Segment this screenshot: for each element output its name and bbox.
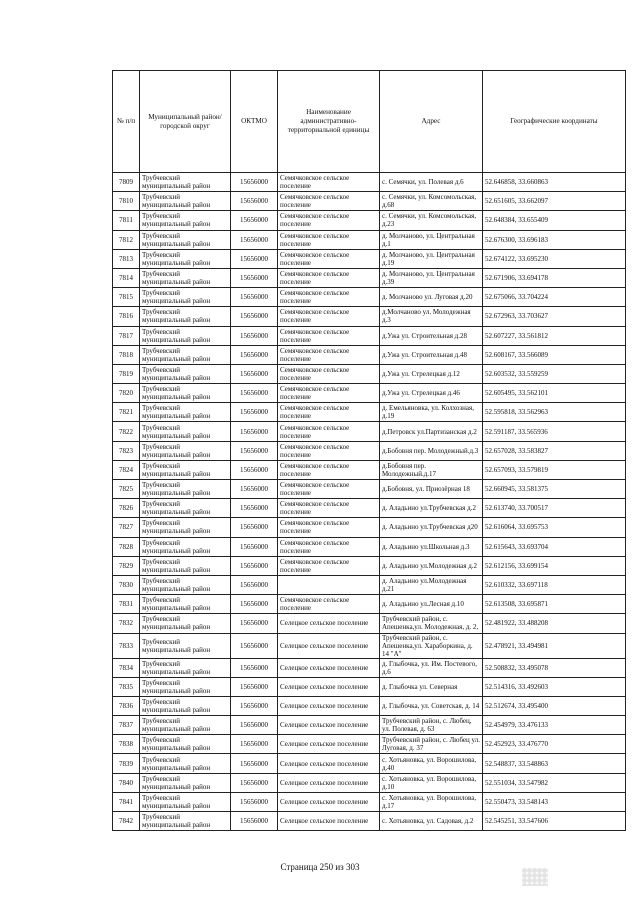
table-row bbox=[113, 345, 626, 364]
row-settlement: Семячковское сельское поселение bbox=[278, 268, 380, 287]
row-coords: 52.508832, 33.495078 bbox=[483, 658, 626, 677]
row-oktmo: 15656000 bbox=[231, 384, 278, 403]
row-oktmo: 15656000 bbox=[231, 792, 278, 811]
row-number: 7840 bbox=[113, 773, 140, 792]
row-address: д.Ужа ул. Стрелецкая д.46 bbox=[380, 384, 483, 403]
row-district: Трубчевский муниципальный район bbox=[140, 422, 231, 441]
row-settlement: Семячковское сельское поселение bbox=[278, 307, 380, 326]
row-oktmo: 15656000 bbox=[231, 460, 278, 479]
addresses-table bbox=[112, 70, 626, 831]
row-coords: 52.548837, 33.548863 bbox=[483, 754, 626, 773]
row-coords: 52.591187, 33.565936 bbox=[483, 422, 626, 441]
table-row bbox=[113, 754, 626, 773]
table-row bbox=[113, 614, 626, 633]
row-address: с. Хотьяновка, ул. Ворошилова, д.40 bbox=[380, 754, 483, 773]
row-settlement: Семячковское сельское поселение bbox=[278, 480, 380, 499]
row-number: 7838 bbox=[113, 735, 140, 754]
row-number: 7834 bbox=[113, 658, 140, 677]
table-row bbox=[113, 716, 626, 735]
row-coords: 52.651605, 33.662097 bbox=[483, 192, 626, 211]
row-settlement: Семячковское сельское поселение bbox=[278, 422, 380, 441]
row-coords: 52.616064, 33.695753 bbox=[483, 518, 626, 537]
row-address: Трубчевский район, с. Апешенка,ул. Хараборкина, д. 14 "А" bbox=[380, 633, 483, 658]
row-settlement: Семячковское сельское поселение bbox=[278, 345, 380, 364]
row-address: д. Молчаново, ул. Центральная д.19 bbox=[380, 249, 483, 268]
row-address: д.Бобовня пер. Молодежный.д.17 bbox=[380, 460, 483, 479]
row-district: Трубчевский муниципальный район bbox=[140, 230, 231, 249]
row-coords: 52.615643, 33.693704 bbox=[483, 537, 626, 556]
table-row bbox=[113, 480, 626, 499]
row-oktmo: 15656000 bbox=[231, 345, 278, 364]
row-number: 7813 bbox=[113, 249, 140, 268]
row-address: д.Бобовня пер. Молодежный.д.3 bbox=[380, 441, 483, 460]
row-oktmo: 15656000 bbox=[231, 249, 278, 268]
row-settlement: Семячковское сельское поселение bbox=[278, 499, 380, 518]
row-district: Трубчевский муниципальный район bbox=[140, 364, 231, 383]
row-oktmo: 15656000 bbox=[231, 268, 278, 287]
table-row bbox=[113, 268, 626, 287]
row-settlement: Селецкое сельское поселение bbox=[278, 754, 380, 773]
row-district: Трубчевский муниципальный район bbox=[140, 556, 231, 575]
row-number: 7835 bbox=[113, 677, 140, 696]
row-coords: 52.675066, 33.704224 bbox=[483, 288, 626, 307]
row-settlement: Семячковское сельское поселение bbox=[278, 173, 380, 192]
row-district: Трубчевский муниципальный район bbox=[140, 537, 231, 556]
row-oktmo: 15656000 bbox=[231, 326, 278, 345]
row-address: д.Ужа ул. Стрелецкая д.12 bbox=[380, 364, 483, 383]
table-row bbox=[113, 735, 626, 754]
row-oktmo: 15656000 bbox=[231, 288, 278, 307]
row-address: д.Ужа ул. Строительная д.28 bbox=[380, 326, 483, 345]
row-coords: 52.545251, 33.547606 bbox=[483, 812, 626, 831]
row-district: Трубчевский муниципальный район bbox=[140, 518, 231, 537]
row-number: 7829 bbox=[113, 556, 140, 575]
row-address: Трубчевский район, с. Апешенка,ул. Молодежная, д. 2, bbox=[380, 614, 483, 633]
row-settlement: Семячковское сельское поселение bbox=[278, 288, 380, 307]
table-row bbox=[113, 677, 626, 696]
row-number: 7826 bbox=[113, 499, 140, 518]
row-district: Трубчевский муниципальный район bbox=[140, 633, 231, 658]
row-address: с. Семячки, ул. Комсомольская, д.23 bbox=[380, 211, 483, 230]
row-address: д.Петровск ул.Партизанская д.2 bbox=[380, 422, 483, 441]
row-address: д. Аладьино ул.Трубчевская д.2 bbox=[380, 499, 483, 518]
row-settlement: Семячковское сельское поселение bbox=[278, 230, 380, 249]
row-oktmo: 15656000 bbox=[231, 812, 278, 831]
row-settlement: Селецкое сельское поселение bbox=[278, 658, 380, 677]
row-coords: 52.595818, 33.562963 bbox=[483, 403, 626, 422]
header-coords: Географические координаты bbox=[483, 71, 626, 173]
row-settlement: Семячковское сельское поселение bbox=[278, 249, 380, 268]
row-district: Трубчевский муниципальный район bbox=[140, 658, 231, 677]
row-coords: 52.676300, 33.696183 bbox=[483, 230, 626, 249]
table-row bbox=[113, 403, 626, 422]
row-number: 7810 bbox=[113, 192, 140, 211]
table-row bbox=[113, 595, 626, 614]
row-district: Трубчевский муниципальный район bbox=[140, 499, 231, 518]
row-settlement: Селецкое сельское поселение bbox=[278, 696, 380, 715]
row-district: Трубчевский муниципальный район bbox=[140, 460, 231, 479]
row-district: Трубчевский муниципальный район bbox=[140, 268, 231, 287]
row-oktmo: 15656000 bbox=[231, 595, 278, 614]
row-coords: 52.613508, 33.695871 bbox=[483, 595, 626, 614]
row-settlement: Семячковское сельское поселение bbox=[278, 192, 380, 211]
table-row bbox=[113, 326, 626, 345]
table-row bbox=[113, 773, 626, 792]
row-settlement: Селецкое сельское поселение bbox=[278, 614, 380, 633]
table-row bbox=[113, 556, 626, 575]
row-district: Трубчевский муниципальный район bbox=[140, 441, 231, 460]
row-district: Трубчевский муниципальный район bbox=[140, 211, 231, 230]
row-oktmo: 15656000 bbox=[231, 754, 278, 773]
table-row bbox=[113, 173, 626, 192]
row-number: 7842 bbox=[113, 812, 140, 831]
row-district: Трубчевский муниципальный район bbox=[140, 696, 231, 715]
row-district: Трубчевский муниципальный район bbox=[140, 716, 231, 735]
row-oktmo: 15656000 bbox=[231, 575, 278, 594]
row-settlement: Селецкое сельское поселение bbox=[278, 677, 380, 696]
row-settlement: Селецкое сельское поселение bbox=[278, 633, 380, 658]
row-coords: 52.646858, 33.660863 bbox=[483, 173, 626, 192]
row-settlement: Семячковское сельское поселение bbox=[278, 384, 380, 403]
row-address: д. Аладьино ул.Молодежная д.2 bbox=[380, 556, 483, 575]
row-number: 7816 bbox=[113, 307, 140, 326]
row-oktmo: 15656000 bbox=[231, 441, 278, 460]
row-district: Трубчевский муниципальный район bbox=[140, 792, 231, 811]
row-coords: 52.657028, 33.583827 bbox=[483, 441, 626, 460]
row-number: 7836 bbox=[113, 696, 140, 715]
row-number: 7822 bbox=[113, 422, 140, 441]
row-settlement: Семячковское сельское поселение bbox=[278, 326, 380, 345]
table-row bbox=[113, 658, 626, 677]
row-number: 7839 bbox=[113, 754, 140, 773]
row-number: 7814 bbox=[113, 268, 140, 287]
table-row bbox=[113, 307, 626, 326]
row-oktmo: 15656000 bbox=[231, 480, 278, 499]
header-oktmo: ОКТМО bbox=[231, 71, 278, 173]
row-address: Трубчевский район, с. Любец, ул. Полевая, д. 63 bbox=[380, 716, 483, 735]
row-settlement: Семячковское сельское поселение bbox=[278, 403, 380, 422]
row-oktmo: 15656000 bbox=[231, 173, 278, 192]
table-row bbox=[113, 812, 626, 831]
row-oktmo: 15656000 bbox=[231, 307, 278, 326]
row-coords: 52.607227, 33.561812 bbox=[483, 326, 626, 345]
row-district: Трубчевский муниципальный район bbox=[140, 288, 231, 307]
row-address: д. Глыбочка ул. Северная bbox=[380, 677, 483, 696]
row-address: д. Аладьино ул.Молодежная д.21 bbox=[380, 575, 483, 594]
header-district: Муниципальный район/городской округ bbox=[140, 71, 231, 173]
row-oktmo: 15656000 bbox=[231, 192, 278, 211]
row-district: Трубчевский муниципальный район bbox=[140, 307, 231, 326]
row-number: 7811 bbox=[113, 211, 140, 230]
row-number: 7828 bbox=[113, 537, 140, 556]
row-number: 7827 bbox=[113, 518, 140, 537]
row-address: с. Хотьяновка, ул. Ворошилова, д.17 bbox=[380, 792, 483, 811]
row-number: 7818 bbox=[113, 345, 140, 364]
row-address: д. Молчаново, ул. Центральная д.39 bbox=[380, 268, 483, 287]
row-district: Трубчевский муниципальный район bbox=[140, 575, 231, 594]
row-district: Трубчевский муниципальный район bbox=[140, 677, 231, 696]
row-oktmo: 15656000 bbox=[231, 422, 278, 441]
row-number: 7817 bbox=[113, 326, 140, 345]
row-address: с. Семячки, ул. Полевая д.6 bbox=[380, 173, 483, 192]
row-address: д. Глыбочка, ул. Им. Постевого, д.6 bbox=[380, 658, 483, 677]
row-address: с. Семячки, ул. Комсомольская, д.68 bbox=[380, 192, 483, 211]
table-row bbox=[113, 364, 626, 383]
table-row bbox=[113, 384, 626, 403]
row-coords: 52.605495, 33.562101 bbox=[483, 384, 626, 403]
table-header-row bbox=[113, 71, 626, 173]
row-coords: 52.551034, 33.547982 bbox=[483, 773, 626, 792]
row-address: д.Молчаново ул. Молодежная д.3 bbox=[380, 307, 483, 326]
row-address: д. Молчаново, ул. Центральная д.1 bbox=[380, 230, 483, 249]
row-oktmo: 15656000 bbox=[231, 230, 278, 249]
row-district: Трубчевский муниципальный район bbox=[140, 595, 231, 614]
row-oktmo: 15656000 bbox=[231, 499, 278, 518]
table-row bbox=[113, 230, 626, 249]
row-number: 7823 bbox=[113, 441, 140, 460]
row-address: д. Молчаново ул. Луговая д.20 bbox=[380, 288, 483, 307]
row-coords: 52.452923, 33.476770 bbox=[483, 735, 626, 754]
row-number: 7831 bbox=[113, 595, 140, 614]
row-oktmo: 15656000 bbox=[231, 556, 278, 575]
row-settlement: Селецкое сельское поселение bbox=[278, 735, 380, 754]
row-coords: 52.657093, 33.579819 bbox=[483, 460, 626, 479]
row-oktmo: 15656000 bbox=[231, 537, 278, 556]
row-number: 7837 bbox=[113, 716, 140, 735]
row-oktmo: 15656000 bbox=[231, 658, 278, 677]
row-coords: 52.481922, 33.488208 bbox=[483, 614, 626, 633]
row-address: д.Ужа ул. Строительная д.48 bbox=[380, 345, 483, 364]
row-settlement: Селецкое сельское поселение bbox=[278, 716, 380, 735]
row-oktmo: 15656000 bbox=[231, 716, 278, 735]
table-row bbox=[113, 211, 626, 230]
table-row bbox=[113, 696, 626, 715]
table-row bbox=[113, 575, 626, 594]
table-row bbox=[113, 192, 626, 211]
row-district: Трубчевский муниципальный район bbox=[140, 192, 231, 211]
row-settlement: Семячковское сельское поселение bbox=[278, 364, 380, 383]
table-row bbox=[113, 633, 626, 658]
row-coords: 52.613740, 33.700517 bbox=[483, 499, 626, 518]
row-settlement: Семячковское сельское поселение bbox=[278, 556, 380, 575]
row-coords: 52.512674, 33.495400 bbox=[483, 696, 626, 715]
table-row bbox=[113, 537, 626, 556]
row-address: д. Емельяновка, ул. Колхозная, д.19 bbox=[380, 403, 483, 422]
row-district: Трубчевский муниципальный район bbox=[140, 735, 231, 754]
row-settlement: Селецкое сельское поселение bbox=[278, 773, 380, 792]
row-number: 7825 bbox=[113, 480, 140, 499]
row-coords: 52.550473, 33.548143 bbox=[483, 792, 626, 811]
row-coords: 52.514316, 33.492603 bbox=[483, 677, 626, 696]
row-district: Трубчевский муниципальный район bbox=[140, 384, 231, 403]
row-address: Трубчевский район, с. Любец ул. Луговая, д. 37 bbox=[380, 735, 483, 754]
page-number: Страница 250 из 303 bbox=[280, 862, 360, 872]
row-settlement: Семячковское сельское поселение bbox=[278, 537, 380, 556]
row-coords: 52.608167, 33.566089 bbox=[483, 345, 626, 364]
row-address: д. Глыбочка, ул. Советская, д. 14 bbox=[380, 696, 483, 715]
row-oktmo: 15656000 bbox=[231, 403, 278, 422]
row-oktmo: 15656000 bbox=[231, 773, 278, 792]
row-number: 7815 bbox=[113, 288, 140, 307]
table-row bbox=[113, 499, 626, 518]
header-settlement: Наименование административно-территориальной единицы bbox=[278, 71, 380, 173]
header-address: Адрес bbox=[380, 71, 483, 173]
row-oktmo: 15656000 bbox=[231, 211, 278, 230]
row-oktmo: 15656000 bbox=[231, 614, 278, 633]
table-row bbox=[113, 518, 626, 537]
header-num: № п/п bbox=[113, 71, 140, 173]
row-coords: 52.672963, 33.703627 bbox=[483, 307, 626, 326]
row-number: 7812 bbox=[113, 230, 140, 249]
row-address: д.Бобовня, ул. Приозёрная 18 bbox=[380, 480, 483, 499]
row-district: Трубчевский муниципальный район bbox=[140, 754, 231, 773]
row-coords: 52.660945, 33.581375 bbox=[483, 480, 626, 499]
row-address: д. Аладьино ул.Школьная д.3 bbox=[380, 537, 483, 556]
row-settlement: Семячковское сельское поселение bbox=[278, 441, 380, 460]
row-oktmo: 15656000 bbox=[231, 364, 278, 383]
table-row bbox=[113, 288, 626, 307]
table-row bbox=[113, 441, 626, 460]
row-number: 7833 bbox=[113, 633, 140, 658]
row-district: Трубчевский муниципальный район bbox=[140, 326, 231, 345]
row-coords: 52.674122, 33.695230 bbox=[483, 249, 626, 268]
row-coords: 52.612156, 33.699154 bbox=[483, 556, 626, 575]
row-district: Трубчевский муниципальный район bbox=[140, 614, 231, 633]
row-number: 7821 bbox=[113, 403, 140, 422]
row-coords: 52.478921, 33.494981 bbox=[483, 633, 626, 658]
row-address: д. Аладьино ул.Трубчевская д20 bbox=[380, 518, 483, 537]
row-oktmo: 15656000 bbox=[231, 633, 278, 658]
table-row bbox=[113, 460, 626, 479]
row-number: 7832 bbox=[113, 614, 140, 633]
row-settlement: Семячковское сельское поселение bbox=[278, 460, 380, 479]
row-address: с. Хотьяновка, ул. Садовая, д.2 bbox=[380, 812, 483, 831]
row-coords: 52.671906, 33.694178 bbox=[483, 268, 626, 287]
row-oktmo: 15656000 bbox=[231, 677, 278, 696]
row-coords: 52.603532, 33.559259 bbox=[483, 364, 626, 383]
row-address: д. Аладьино ул.Лесная д.10 bbox=[380, 595, 483, 614]
row-district: Трубчевский муниципальный район bbox=[140, 480, 231, 499]
row-settlement: Семячковское сельское поселение bbox=[278, 595, 380, 614]
table-row bbox=[113, 249, 626, 268]
row-number: 7819 bbox=[113, 364, 140, 383]
row-coords: 52.648384, 33.655409 bbox=[483, 211, 626, 230]
row-number: 7830 bbox=[113, 575, 140, 594]
row-settlement: Селецкое сельское поселение bbox=[278, 792, 380, 811]
table-row bbox=[113, 792, 626, 811]
row-coords: 52.454979, 33.476133 bbox=[483, 716, 626, 735]
row-oktmo: 15656000 bbox=[231, 735, 278, 754]
row-number: 7809 bbox=[113, 173, 140, 192]
row-settlement bbox=[278, 575, 380, 594]
row-address: с. Хотьяновка, ул. Ворошилова, д.10 bbox=[380, 773, 483, 792]
row-settlement: Селецкое сельское поселение bbox=[278, 812, 380, 831]
row-district: Трубчевский муниципальный район bbox=[140, 403, 231, 422]
row-district: Трубчевский муниципальный район bbox=[140, 812, 231, 831]
row-district: Трубчевский муниципальный район bbox=[140, 173, 231, 192]
row-district: Трубчевский муниципальный район bbox=[140, 249, 231, 268]
row-settlement: Семячковское сельское поселение bbox=[278, 211, 380, 230]
table-row bbox=[113, 422, 626, 441]
row-district: Трубчевский муниципальный район bbox=[140, 773, 231, 792]
row-coords: 52.610332, 33.697118 bbox=[483, 575, 626, 594]
row-oktmo: 15656000 bbox=[231, 518, 278, 537]
row-number: 7820 bbox=[113, 384, 140, 403]
row-number: 7824 bbox=[113, 460, 140, 479]
row-district: Трубчевский муниципальный район bbox=[140, 345, 231, 364]
row-oktmo: 15656000 bbox=[231, 696, 278, 715]
row-settlement: Семячковское сельское поселение bbox=[278, 518, 380, 537]
row-number: 7841 bbox=[113, 792, 140, 811]
scan-smudge bbox=[522, 868, 548, 886]
